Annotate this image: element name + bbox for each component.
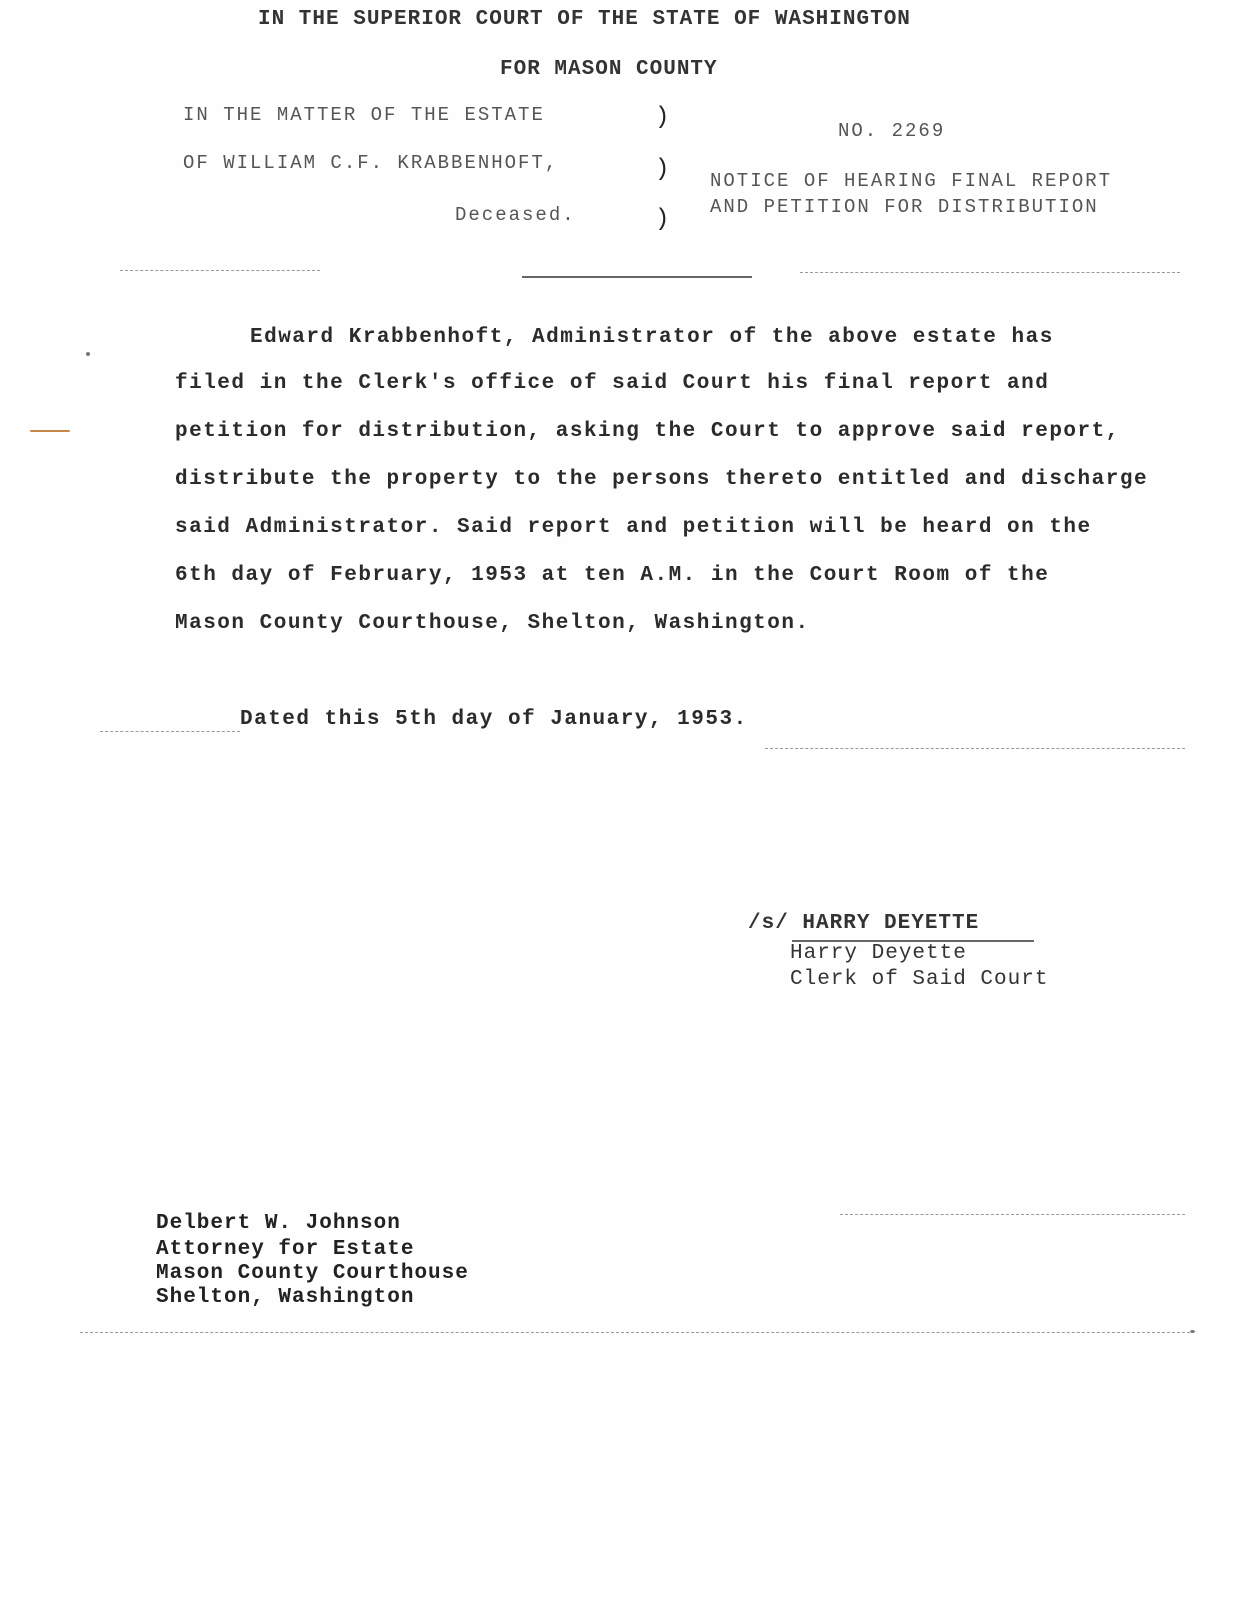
- notice-title-line-2: AND PETITION FOR DISTRIBUTION: [710, 196, 1099, 218]
- attorney-rule-top: [840, 1214, 1185, 1215]
- attorney-rule-bottom: [80, 1332, 1190, 1333]
- body-line-3: petition for distribution, asking the Court to approve said report,: [175, 420, 1120, 443]
- court-title: IN THE SUPERIOR COURT OF THE STATE OF WASHINGTON: [258, 8, 911, 31]
- signature-conformed: /s/ HARRY DEYETTE: [748, 912, 980, 935]
- caption-bracket-3: ): [655, 206, 671, 233]
- scan-speck: [1190, 1330, 1195, 1333]
- body-line-1: Edward Krabbenhoft, Administrator of the above estate has: [250, 326, 1054, 349]
- caption-rule-center: [522, 276, 752, 278]
- attorney-address-2: Shelton, Washington: [156, 1286, 415, 1309]
- dated-rule-left: [100, 731, 240, 732]
- attorney-address-1: Mason County Courthouse: [156, 1262, 469, 1285]
- attorney-name: Delbert W. Johnson: [156, 1212, 401, 1235]
- attorney-role: Attorney for Estate: [156, 1238, 415, 1261]
- scan-mark: [30, 430, 70, 432]
- caption-bracket-1: ): [655, 104, 671, 131]
- signer-title: Clerk of Said Court: [790, 968, 1049, 991]
- deceased-label: Deceased.: [455, 204, 576, 226]
- body-line-2: filed in the Clerk's office of said Court his final report and: [175, 372, 1050, 395]
- body-line-4: distribute the property to the persons thereto entitled and discharge: [175, 468, 1149, 491]
- body-line-6: 6th day of February, 1953 at ten A.M. in the Court Room of the: [175, 564, 1050, 587]
- body-line-7: Mason County Courthouse, Shelton, Washington.: [175, 612, 810, 635]
- matter-line-1: IN THE MATTER OF THE ESTATE: [183, 104, 545, 126]
- caption-rule-right: [800, 272, 1180, 273]
- caption-bracket-2: ): [655, 156, 671, 183]
- county-title: FOR MASON COUNTY: [500, 58, 718, 81]
- case-number: NO. 2269: [838, 120, 946, 142]
- matter-line-2: OF WILLIAM C.F. KRABBENHOFT,: [183, 152, 559, 174]
- signer-name: Harry Deyette: [790, 942, 967, 965]
- dated-rule-right: [765, 748, 1185, 749]
- scan-speck: [86, 352, 90, 356]
- dated-line: Dated this 5th day of January, 1953.: [240, 708, 748, 731]
- caption-rule-left: [120, 270, 320, 271]
- body-line-5: said Administrator. Said report and petition will be heard on the: [175, 516, 1092, 539]
- notice-title-line-1: NOTICE OF HEARING FINAL REPORT: [710, 170, 1113, 192]
